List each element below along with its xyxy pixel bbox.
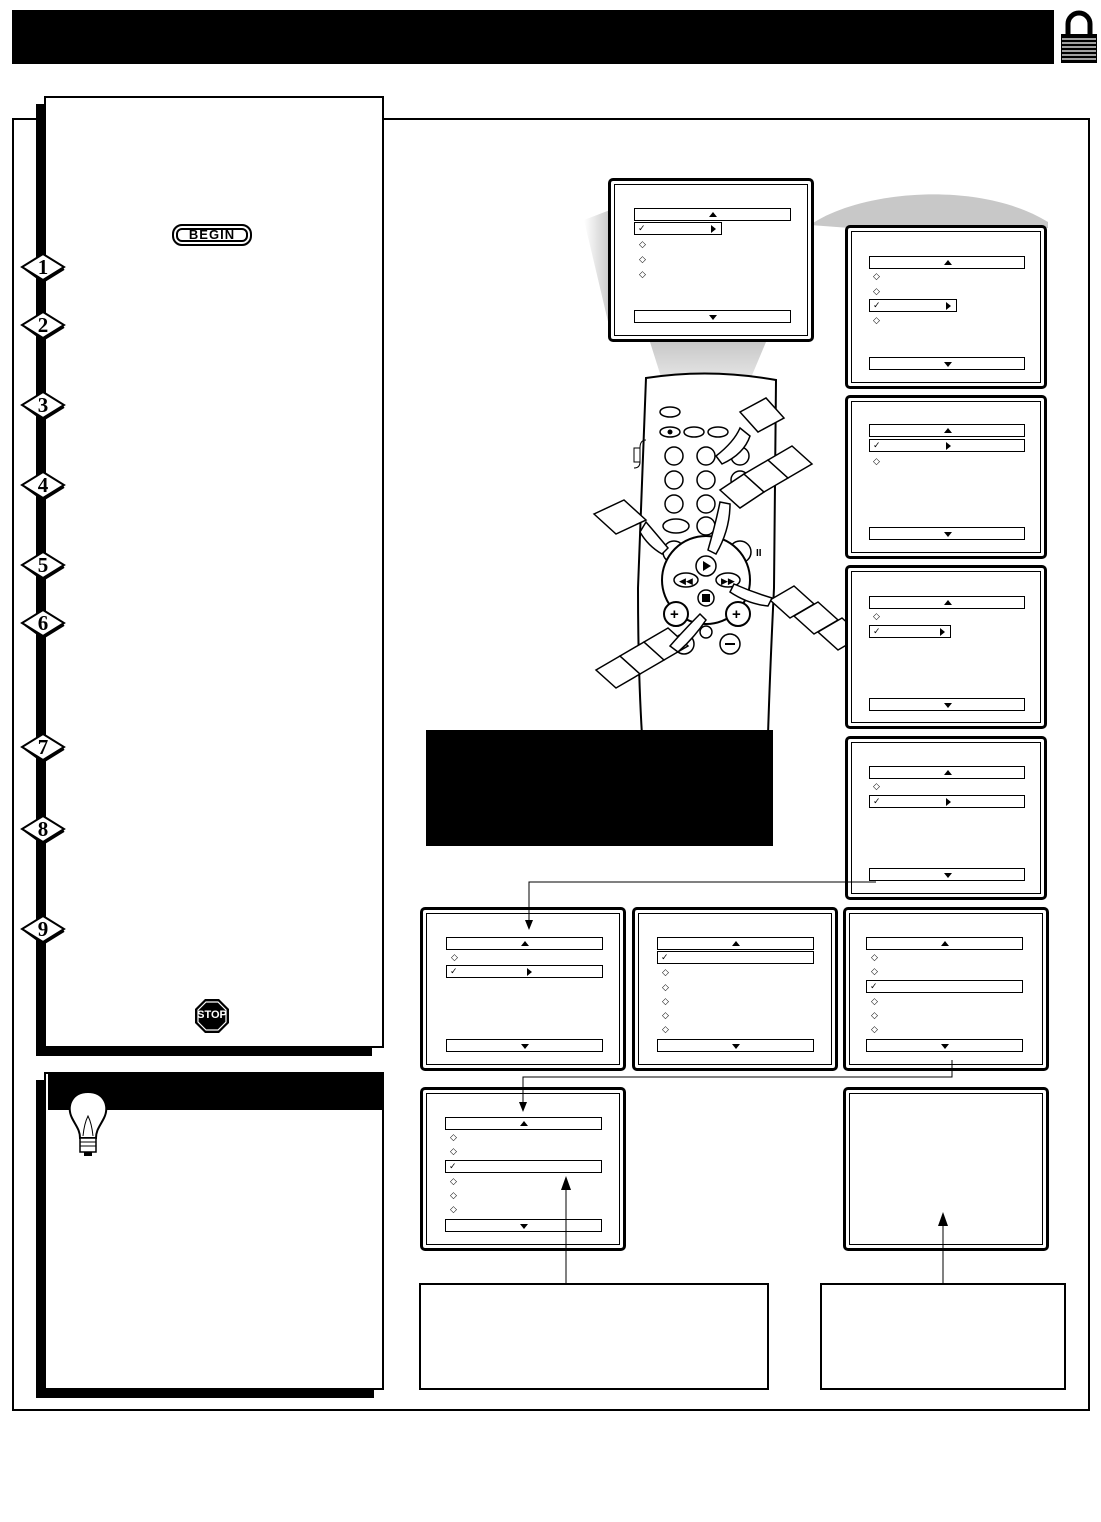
stop-sign-icon: STOP bbox=[194, 998, 230, 1034]
step-9-badge: 9 bbox=[20, 914, 66, 944]
menu-item-marker: ◇ bbox=[450, 1176, 457, 1186]
menu-bottom-bar bbox=[866, 1039, 1023, 1052]
menu-selected-item: ✓ bbox=[657, 951, 814, 964]
step-2-badge: 2 bbox=[20, 310, 66, 340]
menu-item-marker: ◇ bbox=[873, 456, 880, 466]
menu-top-bar bbox=[869, 766, 1025, 779]
menu-selected-item: ✓ bbox=[869, 795, 1025, 808]
callout-box-left bbox=[419, 1283, 769, 1390]
menu-bottom-bar bbox=[634, 310, 791, 323]
menu-item-marker: ◇ bbox=[450, 1132, 457, 1142]
begin-badge: BEGIN bbox=[172, 224, 252, 246]
menu-item-marker: ◇ bbox=[662, 982, 669, 992]
menu-selected-item: ✓ bbox=[866, 980, 1023, 993]
info-callout-black bbox=[426, 730, 773, 846]
menu-selected-item: ✓ bbox=[869, 439, 1025, 452]
callout-box-right bbox=[820, 1283, 1066, 1390]
menu-item-marker: ◇ bbox=[871, 1024, 878, 1034]
step-4-badge: 4 bbox=[20, 470, 66, 500]
menu-item-marker: ◇ bbox=[450, 1146, 457, 1156]
step-6-badge: 6 bbox=[20, 608, 66, 638]
step-7-badge: 7 bbox=[20, 732, 66, 762]
svg-text:◀◀: ◀◀ bbox=[679, 576, 693, 586]
menu-item-marker: ◇ bbox=[871, 952, 878, 962]
menu-item-marker: ◇ bbox=[662, 996, 669, 1006]
menu-bottom-bar bbox=[869, 868, 1025, 881]
menu-bottom-bar bbox=[446, 1039, 603, 1052]
menu-bottom-bar bbox=[869, 357, 1025, 370]
menu-top-bar bbox=[634, 208, 791, 221]
menu-item-marker: ◇ bbox=[871, 996, 878, 1006]
menu-top-bar bbox=[657, 937, 814, 950]
menu-item-marker: ◇ bbox=[450, 1190, 457, 1200]
menu-item-marker: ◇ bbox=[662, 1024, 669, 1034]
menu-item-marker: ◇ bbox=[662, 1010, 669, 1020]
menu-item-marker: ◇ bbox=[871, 1010, 878, 1020]
step-3-badge: 3 bbox=[20, 390, 66, 420]
svg-text:+: + bbox=[732, 606, 741, 623]
menu-item-marker: ◇ bbox=[873, 286, 880, 296]
menu-selected-item: ✓ bbox=[869, 299, 957, 312]
menu-item-marker: ◇ bbox=[873, 271, 880, 281]
header-bar bbox=[12, 10, 1054, 64]
menu-selected-item: ✓ bbox=[869, 625, 951, 638]
lightbulb-icon bbox=[48, 1068, 128, 1160]
svg-text:▶▶: ▶▶ bbox=[721, 576, 735, 586]
menu-item-marker: ◇ bbox=[450, 1204, 457, 1214]
svg-text:II: II bbox=[756, 548, 762, 559]
menu-item-marker: ◇ bbox=[451, 952, 458, 962]
menu-selected-item: ✓ bbox=[445, 1160, 602, 1173]
menu-top-bar bbox=[446, 937, 603, 950]
menu-item-marker: ◇ bbox=[639, 254, 646, 264]
menu-item-marker: ◇ bbox=[873, 611, 880, 621]
remote-control bbox=[590, 370, 870, 735]
menu-top-bar bbox=[445, 1117, 602, 1130]
svg-text:+: + bbox=[670, 606, 679, 623]
menu-top-bar bbox=[869, 596, 1025, 609]
menu-top-bar bbox=[869, 424, 1025, 437]
menu-item-marker: ◇ bbox=[662, 967, 669, 977]
menu-selected-item: ✓ bbox=[634, 222, 722, 235]
step-8-badge: 8 bbox=[20, 814, 66, 844]
step-5-badge: 5 bbox=[20, 550, 66, 580]
menu-item-marker: ◇ bbox=[873, 781, 880, 791]
tv-blank-screen bbox=[843, 1087, 1049, 1251]
menu-bottom-bar bbox=[445, 1219, 602, 1232]
menu-top-bar bbox=[869, 256, 1025, 269]
menu-item-marker: ◇ bbox=[871, 966, 878, 976]
menu-item-marker: ◇ bbox=[873, 315, 880, 325]
menu-item-marker: ◇ bbox=[639, 269, 646, 279]
menu-top-bar bbox=[866, 937, 1023, 950]
menu-bottom-bar bbox=[869, 527, 1025, 540]
menu-bottom-bar bbox=[869, 698, 1025, 711]
menu-bottom-bar bbox=[657, 1039, 814, 1052]
lock-icon bbox=[1060, 8, 1098, 64]
menu-item-marker: ◇ bbox=[639, 239, 646, 249]
step-1-badge: 1 bbox=[20, 252, 66, 282]
menu-selected-item: ✓ bbox=[446, 965, 603, 978]
